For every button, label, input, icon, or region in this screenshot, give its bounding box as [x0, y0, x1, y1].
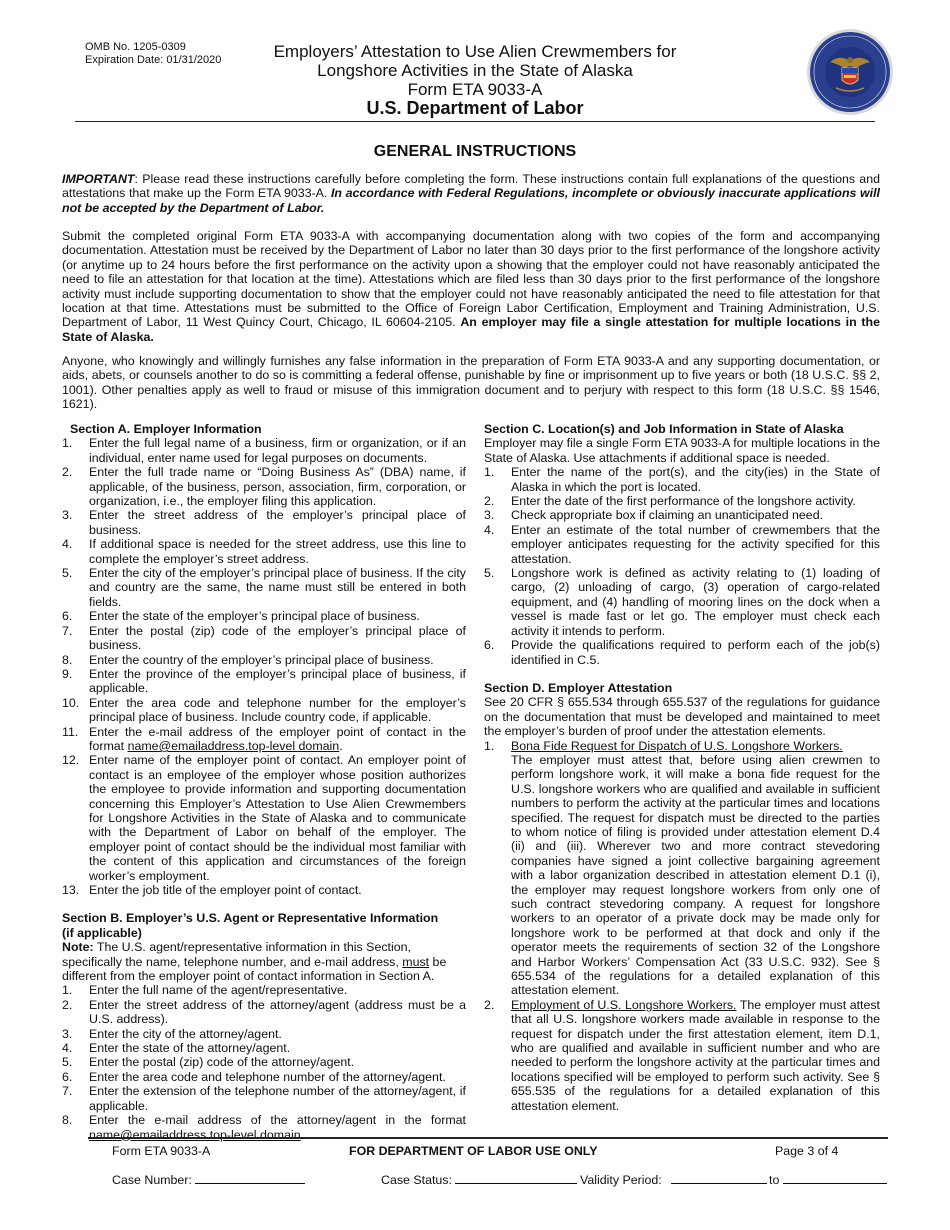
- attestation-title: Bona Fide Request for Dispatch of U.S. Longshore Workers.: [511, 738, 843, 753]
- dol-seal-icon: [806, 28, 894, 116]
- email-format-example: name@emailaddress.top-level domain: [127, 738, 340, 753]
- item-number: 9.: [62, 666, 73, 681]
- item-text: If additional space is needed for the street address, use this line to complete the employer’s street address.: [89, 537, 466, 566]
- section-b-note: [62, 940, 466, 983]
- item-number: 8.: [62, 1113, 73, 1128]
- validity-end-blank: [783, 1172, 887, 1184]
- submission-text: Submit the completed original Form ETA 9033-A with accompanying documentation along with two copies of the form and accompanying documentation. Attestation must be received by the Department of Labor no later than 30 days prior to the first performance of the longshore activity (or anytime up to 24 hours before the first performance on the activity upon a showing that the employer could not have reasonably anticipated the need to file an attestation for that location at the time). Attestations which are filed less than 30 days prior to the first performance of the longshore activity must include supporting documentation to show that the employer could not have reasonably anticipated the need to file attestation for that location at that time. Attestations must be submitted to the Office of Foreign Labor Certification, Employment and Training Administration, U.S. Department of Labor, 11 West Quincy Court, Chicago, IL 60604-2105.: [62, 229, 880, 330]
- list-item: [62, 883, 466, 897]
- item-number: 10.: [62, 695, 80, 710]
- list-item: [484, 508, 880, 522]
- item-text: Longshore work is defined as activity relating to (1) loading of cargo, (2) unloading of cargo, (3) operation of cargo-related equipment, and (4) handling of mooring lines on the dock when a vessel is made fast or let go. The employer must check each activity it intends to perform.: [511, 566, 880, 638]
- case-number-label: Case Number:: [112, 1173, 192, 1187]
- item-number: 1.: [484, 738, 495, 753]
- right-column: [484, 422, 880, 1113]
- item-text: Enter the full name of the agent/representative.: [89, 983, 348, 998]
- case-status-label: Case Status:: [381, 1173, 452, 1187]
- validity-period-label: Validity Period:: [580, 1173, 662, 1187]
- item-text: Enter an estimate of the total number of crewmembers that the employer anticipates requesting for the activity specified for this attestation.: [511, 522, 880, 566]
- expiration-date: Expiration Date: 01/31/2020: [85, 54, 222, 66]
- item-text: Enter the job title of the employer point of contact.: [89, 883, 362, 897]
- item-text: Enter the date of the first performance of the longshore activity.: [511, 494, 856, 509]
- list-item: [62, 609, 466, 623]
- department-name: U.S. Department of Labor: [366, 98, 584, 118]
- item-text: Enter the postal (zip) code of the attorney/agent.: [89, 1055, 355, 1070]
- item-number: 11.: [62, 724, 79, 739]
- case-number-field: [112, 1172, 305, 1187]
- section-b-title: [62, 911, 466, 940]
- item-number: 2.: [62, 997, 73, 1012]
- section-b-title-line-1: Section B. Employer’s U.S. Agent or Representative Information: [62, 911, 439, 926]
- item-number: 5.: [62, 566, 73, 581]
- list-item: [62, 1041, 466, 1055]
- footer-divider: [88, 1137, 888, 1139]
- item-text: Enter the full legal name of a business, firm or organization, or if an individual, enter name used for legal purposes on documents.: [89, 436, 466, 465]
- omb-number: OMB No. 1205-0309: [85, 41, 186, 53]
- list-item: [62, 624, 466, 653]
- item-text: Enter the postal (zip) code of the employer’s principal place of business.: [89, 623, 466, 653]
- item-text: Enter the street address of the attorney/agent (address must be a U.S. address).: [89, 997, 466, 1027]
- penalty-paragraph: Anyone, who knowingly and willingly furnishes any false information in the preparation of Form ETA 9033-A and any supporting documentation, or aids, abets, or counsels another to do so is committing a federal offense, punishable by fine or imprisonment up to five years or both (18 U.S.C. §§ 2, 1001). Other penalties apply as well to fraud or misuse of this immigration document and to perjury with respect to this form (18 U.S.C. §§ 1546, 1621).: [62, 354, 880, 412]
- item-number: 6.: [62, 1069, 73, 1084]
- item-text: Enter the country of the employer’s principal place of business.: [89, 652, 434, 667]
- submission-paragraph: [62, 229, 880, 344]
- page-number: Page 3 of 4: [775, 1144, 839, 1158]
- important-label: IMPORTANT: [62, 172, 135, 186]
- item-number: 2.: [484, 494, 495, 509]
- item-number: 3.: [484, 508, 495, 523]
- item-text: Enter the city of the attorney/agent.: [89, 1026, 282, 1041]
- item-number: 1.: [62, 983, 73, 998]
- important-warning: In accordance with Federal Regulations, incomplete or obviously inaccurate applications will not be accepted by the Department of Labor.: [62, 186, 880, 215]
- item-number: 1.: [62, 436, 73, 451]
- item-number: 8.: [62, 652, 73, 667]
- item-text: Enter the area code and telephone number for the employer’s principal place of business. Include country code, if applicable.: [89, 695, 466, 725]
- section-d-title: Section D. Employer Attestation: [484, 680, 673, 695]
- item-text-end: .: [339, 738, 343, 753]
- list-item: [62, 653, 466, 667]
- list-item: [62, 1027, 466, 1041]
- item-number: 1.: [484, 465, 495, 480]
- item-text: Check appropriate box if claiming an unanticipated need.: [511, 508, 824, 523]
- email-format-example: name@emailaddress.top-level domain: [89, 1127, 301, 1142]
- item-number: 4.: [484, 522, 495, 537]
- title-line-1: Employers’ Attestation to Use Alien Crewmembers for: [273, 42, 677, 61]
- list-item: [62, 465, 466, 508]
- list-item: [62, 1055, 466, 1069]
- section-a-title: Section A. Employer Information: [70, 422, 262, 436]
- page-heading: GENERAL INSTRUCTIONS: [373, 143, 577, 160]
- section-d-list: [484, 739, 880, 1114]
- attestation-title: Employment of U.S. Longshore Workers.: [511, 997, 737, 1012]
- section-a-list: [62, 436, 466, 724]
- item-number: 12.: [62, 753, 80, 768]
- item-text: Enter the area code and telephone number of the attorney/agent.: [89, 1069, 446, 1084]
- list-item: [62, 753, 466, 883]
- list-item: [62, 998, 466, 1027]
- validity-period-field: [580, 1172, 767, 1187]
- title-line-2: Longshore Activities in the State of Alaska: [317, 61, 633, 80]
- item-number: 3.: [62, 1026, 73, 1041]
- item-number: 4.: [62, 537, 73, 552]
- item-number: 4.: [62, 1041, 73, 1056]
- item-number: 6.: [484, 638, 495, 653]
- item-number: 7.: [62, 623, 73, 638]
- item-text: The employer must attest that all U.S. longshore workers made available in response to the request for dispatch under the first attestation element, item D.1, who are qualified and available in sufficient number and who are needed to perform the longshore activity at the particular times and locations specified will be employed to perform such activity. See § 655.535 of the regulations for a detailed explanation of this attestation element.: [511, 997, 881, 1113]
- section-b-list: [62, 983, 466, 1113]
- section-d-intro: See 20 CFR § 655.534 through 655.537 of the regulations for guidance on the documentation that must be developed and maintained to meet the employer’s burden of proof under the attestation elements.: [484, 695, 880, 739]
- list-item: [484, 638, 880, 667]
- footer-use-only: FOR DEPARTMENT OF LABOR USE ONLY: [349, 1144, 598, 1158]
- list-item: [62, 1070, 466, 1084]
- item-number: 2.: [62, 465, 73, 480]
- list-item: [484, 998, 880, 1113]
- validity-to-label: to: [769, 1173, 780, 1187]
- item-number: 5.: [62, 1055, 73, 1070]
- important-paragraph: [62, 172, 880, 215]
- important-text: : Please read these instructions carefully before completing the form. These instructions contain full explanations of the questions and attestations that make up the Form ETA 9033-A.: [62, 172, 880, 201]
- item-text: Enter the e-mail address of the attorney/agent in the format: [89, 1113, 466, 1128]
- list-item: [484, 739, 880, 998]
- list-item: [484, 465, 880, 494]
- item-number: 7.: [62, 1084, 73, 1099]
- form-title: [150, 42, 800, 118]
- list-item: [62, 725, 466, 754]
- case-status-blank: [455, 1172, 577, 1184]
- list-item: [484, 494, 880, 508]
- list-item: [62, 667, 466, 696]
- item-text: Enter the city of the employer’s principal place of business. If the city and country are the same, the name must still be entered in both fields.: [89, 566, 466, 609]
- case-number-blank: [195, 1172, 305, 1184]
- item-text: Provide the qualifications required to perform each of the job(s) identified in C.5.: [511, 638, 880, 667]
- item-number: 6.: [62, 609, 73, 624]
- list-item: [62, 983, 466, 997]
- list-item: [62, 566, 466, 609]
- note-text: The U.S. agent/representative information in this Section, specifically the name, telephone number, and e-mail address,: [62, 940, 411, 969]
- case-status-field: [381, 1172, 577, 1187]
- item-text: Enter the name of the port(s), and the city(ies) in the State of Alaska in which the port is located.: [511, 465, 880, 494]
- item-text: Enter name of the employer point of contact. An employer point of contact is an employee of the employer whose position authorizes the employee to provide information and supporting documentation concerning this Employer’s Attestation to Use Alien Crewmembers for Longshore Activities in the State of Alaska and to communicate with the Department of Labor on behalf of the employer. The employer point of contact should be the individual most familiar with the content of this application and circumstances of the foreign worker’s employment.: [89, 753, 466, 883]
- section-a-list-continued: [62, 725, 466, 898]
- section-c-list: [484, 465, 880, 667]
- list-item: [62, 1084, 466, 1113]
- list-item: [484, 566, 880, 638]
- list-item: [62, 508, 466, 537]
- section-b-title-line-2: (if applicable): [62, 925, 142, 940]
- header-divider: [75, 121, 875, 122]
- left-column: [62, 422, 466, 1142]
- footer-form-name: Form ETA 9033-A: [112, 1144, 211, 1158]
- note-text-end: be different from the employer point of contact information in Section A.: [62, 954, 447, 984]
- item-text: Enter the full trade name or “Doing Business As” (DBA) name, if applicable, of the business, person, association, firm, corporation, or organization, i.e., the employer filing this application.: [89, 465, 466, 509]
- list-item: [62, 436, 466, 465]
- item-text: Enter the state of the employer’s principal place of business.: [89, 609, 420, 624]
- list-item: [62, 696, 466, 725]
- note-emphasis: must: [402, 954, 430, 969]
- item-number: 3.: [62, 508, 73, 523]
- note-label: Note:: [62, 940, 94, 955]
- title-line-3: Form ETA 9033-A: [407, 80, 543, 99]
- item-text: Enter the e-mail address of the employer point of contact in the format: [89, 724, 466, 753]
- list-item: [484, 523, 880, 566]
- list-item: [62, 537, 466, 566]
- item-text: Enter the province of the employer’s principal place of business, if applicable.: [89, 666, 466, 696]
- validity-start-blank: [671, 1172, 767, 1184]
- item-number: 5.: [484, 566, 495, 581]
- item-text-end: .: [300, 1127, 305, 1142]
- item-text: Enter the extension of the telephone number of the attorney/agent, if applicable.: [89, 1084, 466, 1113]
- item-number: 2.: [484, 997, 495, 1012]
- section-c-title: Section C. Location(s) and Job Information in State of Alaska: [484, 422, 844, 436]
- item-text: Enter the state of the attorney/agent.: [89, 1041, 291, 1056]
- item-text: The employer must attest that, before using alien crewmen to perform longshore work, it will make a bona fide request for the U.S. longshore workers who are qualified and available in sufficient numbers to perform the activity at the particular times and locations specified. The request for dispatch must be directed to the parties to whom notice of filing is provided under attestation element D.4 (ii) and (iii). Wherever two and more contract stevedoring companies have signed a joint collective bargaining agreement with a labor organization described in attestation element D.1 (i), the employer may request longshore workers from only one of such contract stevedoring company. A request for longshore workers to an operator of a private dock may be made only for longshore work to be performed at that dock and only if the operator meets the requirements of section 32 of the Longshore and Harbor Workers’ Compensation Act (33 U.S.C. 932). See § 655.534 of the regulations for a detailed explanation of this attestation element.: [511, 752, 880, 998]
- section-c-intro: Employer may file a single Form ETA 9033-A for multiple locations in the State of Alaska. Use attachments if additional space is needed.: [484, 436, 880, 465]
- validity-end-field: [769, 1172, 887, 1187]
- item-number: 13.: [62, 883, 80, 897]
- submission-note: An employer may file a single attestation for multiple locations in the State of Alaska.: [62, 315, 880, 344]
- item-text: Enter the street address of the employer’s principal place of business.: [89, 508, 466, 537]
